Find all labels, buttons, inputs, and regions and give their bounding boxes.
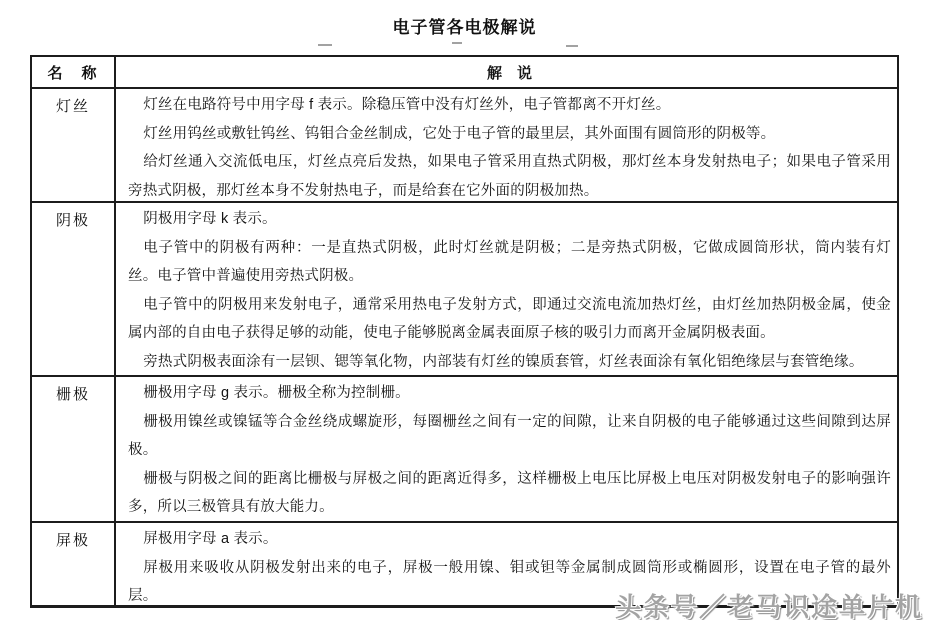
- row-name: 栅极: [32, 377, 116, 521]
- paragraph: 屏极用字母 a 表示。: [143, 531, 278, 547]
- paragraph: 栅极用字母 g 表示。栅极全称为控制栅。: [143, 385, 410, 401]
- electrode-table: [30, 55, 899, 608]
- header-explanation-column: 解 说: [486, 65, 532, 82]
- row-explanation: [116, 203, 897, 375]
- row-name: 阴极: [32, 203, 116, 375]
- row-name: 屏极: [32, 523, 116, 605]
- paragraph: 灯丝用钨丝或敷钍钨丝、钨钼合金丝制成，它处于电子管的最里层，其外面围有圆筒形的阴极等。: [143, 125, 776, 142]
- watermark: 头条号／老马识途单片机: [614, 592, 923, 620]
- scan-speck: [318, 44, 332, 46]
- table-row-cathode: [32, 201, 897, 375]
- paragraph: 阴极用字母 k 表示。: [143, 211, 277, 227]
- paragraph: 屏极用来吸收从阴极发射出来的电子，屏极一般用镍、钼或钽等金属制成圆筒形或椭圆形，设置在电子管的最外层。: [128, 559, 891, 605]
- paragraph: 给灯丝通入交流低电压，灯丝点亮后发热，如果电子管采用直热式阴极，那灯丝本身发射热电子；如果电子管采用旁热式阴极，那灯丝本身不发射热电子，而是给套在它外面的阴极加热。: [128, 154, 891, 199]
- row-explanation: [116, 377, 897, 521]
- paragraph: 栅极与阴极之间的距离比栅极与屏极之间的距离近得多，这样栅极上电压比屏极上电压对阴极发射电子的影响强许多，所以三极管具有放大能力。: [128, 470, 891, 516]
- row-name: 灯丝: [32, 89, 116, 201]
- table-row-grid: [32, 375, 897, 521]
- table-row-filament: [32, 87, 897, 201]
- table-header-row: [32, 57, 897, 87]
- page-title: 电子管各电极解说: [392, 18, 537, 37]
- header-name-column: 名 称: [32, 57, 116, 87]
- scan-speck: [452, 42, 462, 44]
- scan-speck: [566, 45, 578, 47]
- paragraph: 旁热式阴极表面涂有一层钡、锶等氧化物，内部装有灯丝的镍质套管，灯丝表面涂有氧化铝绝缘层与套管绝缘。: [143, 353, 864, 370]
- paragraph: 栅极用镍丝或镍锰等合金丝绕成螺旋形，每圈栅丝之间有一定的间隙，让来自阴极的电子能够通过这些间隙到达屏极。: [128, 413, 891, 459]
- paragraph: 灯丝在电路符号中用字母 f 表示。除稳压管中没有灯丝外，电子管都离不开灯丝。: [143, 97, 671, 113]
- paragraph: 电子管中的阴极有两种：一是直热式阴极，此时灯丝就是阴极；二是旁热式阴极，它做成圆筒形状，筒内装有灯丝。电子管中普遍使用旁热式阴极。: [128, 239, 891, 285]
- paragraph: 电子管中的阴极用来发射电子，通常采用热电子发射方式，即通过交流电流加热灯丝，由灯丝加热阴极金属，使金属内部的自由电子获得足够的动能，使电子能够脱离金属表面原子核的吸引力而离开金属阴极表面。: [128, 296, 891, 342]
- row-explanation: [116, 89, 897, 201]
